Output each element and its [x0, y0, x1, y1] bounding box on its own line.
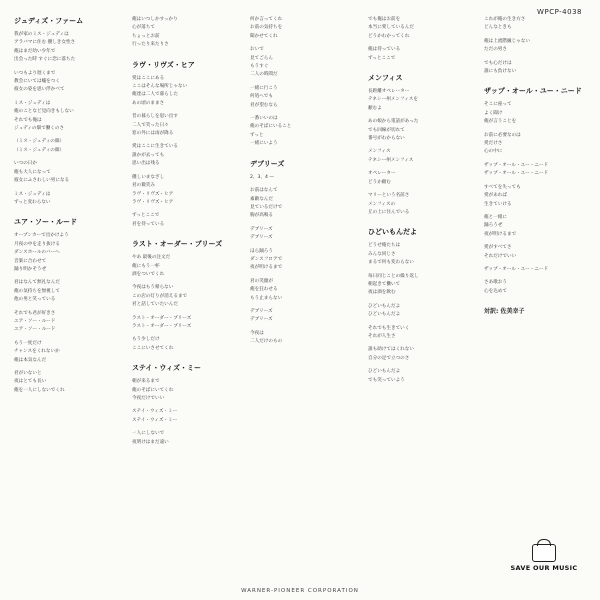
lyric-line: 番号がわからない [368, 136, 405, 142]
lyric-line: 毎日同じことの繰り返し [368, 273, 419, 279]
lyric-line: それだけでいい [484, 253, 517, 259]
lyric-line: 本当に愛しているんだ [368, 25, 414, 31]
lyric-line: 音楽に合わせて [14, 258, 47, 264]
lyric-line: よく聞け [484, 110, 503, 116]
lyric-line: 一番いいのは [250, 116, 278, 122]
lyric-line: 君の笑顔が [250, 278, 273, 284]
lyric-line: 俺のそばにいてくれ [132, 387, 174, 393]
lyric-line: 誰も助けてはくれない [368, 347, 414, 353]
lyric-line: 他の男と笑っている [14, 297, 56, 303]
lyric-line: これが俺の生き方さ [484, 17, 526, 22]
lyric-line: 俺を一人にしないでくれ [14, 387, 65, 393]
song-block [484, 86, 589, 296]
lyrics-column [484, 16, 589, 581]
lyric-line: 俺達は二人で暮らした [132, 92, 178, 98]
lyric-line: 夜はとても長い [14, 379, 47, 385]
lyric-line: ずっとここで [368, 55, 396, 61]
lyric-line: 一緒にいよう [250, 141, 278, 147]
lyric-line: どんなときも [484, 25, 512, 31]
lyric-line: 踊り明かそうぜ [14, 266, 47, 272]
lyric-line: みんな同じさ [368, 251, 396, 257]
lyric-line: もうすぐ [250, 64, 269, 70]
lyric-line: お前はなんて [250, 188, 278, 194]
lyric-line: この店の灯りが消えるまで [132, 293, 188, 299]
lyric-line: すべてを失っても [484, 184, 521, 190]
lyric-line: どうか頼む [368, 179, 391, 185]
lyric-line: ラスト・オーダー・プリーズ [132, 323, 192, 329]
lyric-line: 俺にもう一杯 [132, 263, 160, 269]
lyric-line: 何か言ってくれ [250, 17, 283, 22]
song-title: ザップ・オール・ユー・ニード [484, 87, 582, 96]
lyric-line: チャンスをくれないか [14, 349, 60, 355]
lyric-line: 俺はまだ幼い少年で [14, 48, 56, 54]
lyric-line: 何処へでも [250, 94, 273, 100]
lyric-line: オペレーター [368, 171, 396, 177]
lyric-line: ステイ・ウィズ・ミー [132, 409, 178, 415]
lyric-line: やあ 最後の注文だ [132, 255, 171, 261]
lyric-line: 君がいないと [14, 371, 42, 376]
lyric-line: 心が落ちて [132, 25, 155, 31]
lyric-line: それが人生さ [368, 333, 396, 339]
lyric-line: 夜明けはまだ遠い [132, 439, 169, 445]
lyric-line: 誰かが去っても [132, 152, 165, 158]
song-block [484, 16, 589, 76]
lyric-line: 朝が来るまで [132, 379, 160, 385]
lyric-line: 朝起きて働いて [368, 281, 401, 287]
song-title: ジュディズ・ファーム [14, 17, 84, 25]
lyric-line: そこに座って [484, 102, 512, 108]
lyric-line: ラヴ・リヴズ・ヒア [132, 191, 174, 197]
lyric-line: 誰にも負けない [484, 69, 517, 75]
lyric-line: 二人で笑った日々 [132, 122, 169, 128]
song-block [14, 16, 122, 207]
lyric-line: ここにいさせてくれ [132, 345, 174, 351]
lyric-line: 俺が言うことを [484, 119, 517, 125]
lyric-line: テネシー州メンフィス [368, 157, 414, 163]
lyric-line: ザップ・オール・ユー・ニード [484, 266, 549, 272]
lyric-line: 俺のことなど見向きもしない [14, 109, 74, 115]
lyric-line: ミス・ジュディは [14, 100, 51, 106]
lyric-line: 今夜だけでいい [132, 396, 165, 401]
song-title: ラスト・オーダー・ブリーズ [132, 240, 223, 249]
lyrics-column [132, 16, 240, 581]
lyric-line: ユア・ソー・ルード [14, 318, 56, 324]
lyric-line: ダンスホールのバーへ [14, 250, 60, 256]
lyric-line: 俺の気持ちを無視して [14, 288, 60, 294]
lyrics-column [250, 16, 358, 581]
lyric-line: ひどいもんだよ [368, 369, 401, 375]
translation-credit: 対訳: 佐美幸子 [484, 308, 525, 316]
lyric-line: 心の中に [484, 149, 503, 155]
lyric-line: 二人だけのもの [250, 339, 283, 345]
lyric-line: デブリーズ [250, 317, 273, 323]
lyric-line: 生きていける [484, 201, 512, 207]
lyric-line: さあ歌おう [484, 280, 507, 286]
lyric-line: ユア・ソー・ルード [14, 327, 56, 333]
lyric-line: デブリーズ [250, 226, 273, 232]
lyric-line: 君の微笑み [132, 183, 155, 189]
lyric-line: あの頃のままさ [132, 100, 165, 106]
lyric-line: 見ているだけで [250, 204, 283, 210]
lyric-line: オープンカーで出かけよう [14, 233, 69, 239]
lyric-line: それでも君が好きさ [14, 310, 56, 316]
lyric-line: 俺のそばにいること [250, 124, 292, 130]
song-block [132, 239, 240, 353]
lyric-line: 心を込めて [484, 288, 507, 294]
lyric-line: ステイ・ウィズ・ミー [132, 417, 178, 423]
lyric-line: メンフィスの [368, 201, 396, 207]
lyric-line: 行ったり来たりさ [132, 42, 169, 48]
lyric-line: ずっとここで [132, 213, 160, 219]
lyric-line: 頼むよ [368, 105, 382, 111]
music-case-icon [532, 544, 556, 562]
lyric-line: 彼女の姿を思い浮かべて [14, 87, 65, 93]
lyric-line: 俺は上流階級じゃない [484, 38, 530, 44]
lyric-line: ラスト・オーダー・プリーズ [132, 315, 192, 321]
lyric-line: 聞かせてくれ [250, 33, 278, 39]
lyric-line: 愛だけさ [484, 141, 503, 147]
lyric-line: どうせ俺たちは [368, 243, 401, 249]
lyric-line: 自分の足で立つのさ [368, 355, 410, 361]
lyric-line: 素敵なんだ [250, 196, 273, 202]
lyric-line: それでも俺は [14, 117, 42, 123]
lyric-line: 愛はここに生きている [132, 144, 178, 150]
lyric-line: もう一度だけ [14, 340, 42, 346]
lyric-line: ミス・ジュディは [14, 191, 51, 197]
lyric-line: 窓の外には雨が降る [132, 131, 174, 137]
lyric-line: 俺はいつしかすっかり [132, 17, 178, 22]
song-block [132, 16, 240, 50]
lyric-line: お前に必要なのは [484, 132, 521, 138]
lyric-line: お前の気持ちを [250, 25, 283, 31]
lyric-line: ラヴ・リヴズ・ヒア [132, 199, 174, 205]
song-block [368, 227, 476, 385]
lyric-line: ザップ・オール・ユー・ニード [484, 171, 549, 177]
lyric-line: まるで何も変わらない [368, 260, 414, 266]
lyric-line: 愛があれば [484, 193, 507, 199]
lyric-line: 俺は本気なんだ [14, 357, 47, 363]
lyric-line: 君を待っている [132, 221, 165, 227]
lyric-line: 彼女にふさわしい男になる [14, 178, 70, 184]
lyric-line: 二人の時間だ [250, 72, 278, 78]
lyric-line: 酒をついでくれ [132, 271, 165, 277]
lyric-line: 夜が明けるまで [250, 265, 283, 271]
lyric-line: でも笑っていよう [368, 377, 405, 383]
lyric-line: 出会った時 すぐに恋に落ちた [14, 57, 76, 63]
lyric-line: 2、3、4 — [250, 174, 275, 180]
song-block [132, 363, 240, 447]
lyric-line: ひどいもんだよ [368, 312, 401, 318]
lyric-line: 胸が高鳴る [250, 213, 273, 219]
lyric-line: いつもより遅くまで [14, 70, 56, 76]
lyric-line: 夜が明けるまで [484, 231, 517, 237]
lyric-line: どうかわかってくれ [368, 33, 410, 39]
lyric-line: デブリーズ [250, 235, 273, 241]
lyric-line: マリーという名前さ [368, 193, 410, 199]
song-title: メンフィス [368, 74, 403, 83]
lyrics-column [14, 16, 122, 581]
lyric-line: いつの日か [14, 161, 37, 167]
lyric-line: おいで [250, 47, 264, 53]
lyric-line: テネシー州メンフィスを [368, 97, 418, 103]
lyric-line: ジュディの畑で働くのさ [14, 126, 65, 132]
lyric-line: もう止まらない [250, 295, 283, 301]
lyric-line: ずっと変わらない [14, 199, 51, 205]
catalog-number: WPCP-4038 [537, 8, 582, 16]
lyric-line: 俺を狂わせる [250, 287, 278, 293]
lyric-line: 夜は酒を飲む [368, 290, 396, 296]
lyric-line: （ミス・ジュディの畑） [14, 139, 65, 145]
lyric-line: ほら踊ろう [250, 248, 273, 254]
lyric-line: 長距離オペレーター [368, 89, 410, 95]
lyric-line: 愛はここにある [132, 75, 165, 81]
lyric-line: ここはそんな場所じゃない [132, 84, 188, 90]
lyric-line: でも俺はお前を [368, 17, 401, 22]
lyric-line: 見てごらん [250, 55, 273, 61]
lyric-line: 我が家のミス・ジュディは [14, 32, 69, 37]
lyric-line: 俺は待っている [368, 47, 401, 53]
lyric-line: 一緒に行こう [250, 85, 278, 91]
lyric-line: メンフィス [368, 149, 391, 155]
lyric-line: 月夜の中を走り抜ける [14, 241, 60, 247]
lyric-line: ザップ・オール・ユー・ニード [484, 162, 549, 168]
lyric-line: デブリーズ [250, 308, 273, 314]
lyric-line: 踊ろうぜ [484, 223, 503, 229]
song-block [368, 73, 476, 217]
song-block [14, 217, 122, 395]
save-our-music-logo [506, 544, 582, 572]
lyric-line: でも回線が切れて [368, 127, 405, 133]
lyric-line: ずっと [250, 132, 264, 138]
lyric-line: 君が望むなら [250, 102, 278, 108]
footer-text: WARNER-PIONEER CORPORATION [241, 588, 359, 594]
lyric-line: 君と話していたいんだ [132, 302, 178, 308]
lyric-line: ダンスフロアで [250, 256, 283, 262]
song-block [250, 159, 358, 347]
lyrics-columns [14, 16, 589, 581]
logo-text: SAVE OUR MUSIC [510, 564, 578, 572]
lyric-line: 教会にいては嘘をつく [14, 79, 60, 85]
song-title: ユア・ソー・ルード [14, 218, 77, 227]
song-title: デブリーズ [250, 159, 285, 168]
lyric-line: 思い出は残る [132, 161, 160, 167]
lyric-line: アラバマに住む 優しき女性さ [14, 40, 76, 46]
lyric-line: それでも生きていく [368, 325, 410, 331]
song-block [132, 60, 240, 230]
lyric-line: あの娘から電話があった [368, 119, 419, 125]
lyric-line: ひどいもんだよ [368, 303, 401, 309]
lyric-line: ちょっとお前 [132, 33, 160, 39]
lyric-line: 愛がすべてさ [484, 245, 512, 251]
song-block [368, 16, 476, 63]
lyric-line: 今夜はもう帰らない [132, 285, 174, 291]
lyric-line: もう少しだけ [132, 337, 160, 343]
song-title: ステイ・ウィズ・ミー [132, 364, 201, 373]
lyric-line: 昔の暮らしを思い出す [132, 114, 178, 120]
lyric-line: 優しいまなざし [132, 174, 165, 180]
song-title: ひどいもんだよ [368, 228, 417, 237]
lyric-line: 俺と一緒に [484, 214, 507, 220]
lyric-line: 君はなんて無礼なんだ [14, 280, 60, 286]
lyric-line: ただの男さ [484, 47, 507, 53]
lyric-line: 今夜は [250, 330, 264, 336]
lyric-line: でも心だけは [484, 60, 512, 66]
lyric-line: 一人にしないで [132, 431, 165, 437]
song-title: ラヴ・リヴズ・ヒア [132, 60, 195, 69]
lyric-line: （ミス・ジュディの畑） [14, 147, 65, 153]
lyric-line: 丘の上に住んでいる [368, 209, 410, 215]
lyric-line: 俺も大人になって [14, 169, 51, 175]
song-block [250, 16, 358, 149]
lyrics-column [368, 16, 476, 581]
